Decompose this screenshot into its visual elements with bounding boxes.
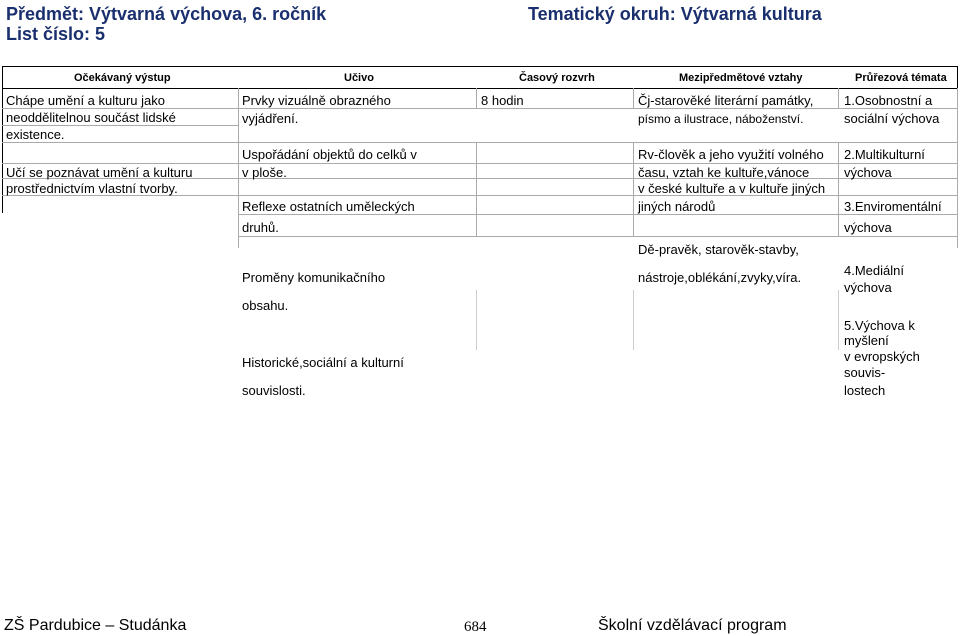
subject-title: Předmět: Výtvarná výchova, 6. ročník	[6, 4, 327, 24]
footer-school: ZŠ Pardubice – Studánka	[4, 617, 187, 634]
relations-line: Dě-pravěk, starověk-stavby,	[638, 242, 799, 257]
footer-program: Školní vzdělávací program	[598, 617, 787, 634]
curriculum-line: obsahu.	[242, 298, 289, 313]
relations-line: Čj-starověké literární památky,	[638, 93, 814, 108]
theme-line: v evropských	[844, 349, 920, 364]
theme-line: výchova	[844, 165, 892, 180]
curriculum-line: Prvky vizuálně obrazného	[242, 93, 391, 108]
col-header-relations: Mezipředmětové vztahy	[679, 72, 803, 84]
curriculum-line: v ploše.	[242, 165, 287, 180]
curriculum-line: Reflexe ostatních uměleckých	[242, 199, 415, 214]
curriculum-line: Uspořádání objektů do celků v	[242, 147, 417, 162]
theme-line: souvis-	[844, 365, 886, 380]
theme-line: výchova	[844, 280, 892, 295]
col-header-themes: Průřezová témata	[855, 72, 947, 84]
outcome-line: existence.	[6, 127, 65, 142]
schedule-value: 8 hodin	[481, 93, 524, 108]
col-header-outcome: Očekávaný výstup	[74, 72, 171, 84]
curriculum-line: souvislosti.	[242, 383, 306, 398]
relations-line: jiných národů	[638, 199, 716, 214]
footer-page-number: 684	[464, 619, 487, 635]
theme-line: sociální výchova	[844, 111, 940, 126]
topic-title: Tematický okruh: Výtvarná kultura	[528, 4, 822, 24]
col-header-schedule: Časový rozvrh	[519, 72, 595, 84]
outcome-line: neoddělitelnou součást lidské	[6, 110, 176, 125]
relations-line: nástroje,oblékání,zvyky,víra.	[638, 270, 802, 285]
theme-line: výchova	[844, 220, 892, 235]
theme-line: myšlení	[844, 333, 889, 348]
sheet-number: List číslo: 5	[6, 24, 106, 44]
col-header-curriculum: Učivo	[344, 72, 374, 84]
curriculum-line: Historické,sociální a kulturní	[242, 355, 404, 370]
curriculum-line: vyjádření.	[242, 111, 299, 126]
relations-line: Rv-člověk a jeho využití volného	[638, 147, 824, 162]
theme-line: 1.Osobnostní a	[844, 93, 933, 108]
curriculum-line: druhů.	[242, 220, 279, 235]
relations-line: času, vztah ke kultuře,vánoce	[638, 165, 810, 180]
theme-line: 2.Multikulturní	[844, 147, 925, 162]
outcome-line: Chápe umění a kulturu jako	[6, 93, 165, 108]
theme-line: 4.Mediální	[844, 263, 904, 278]
theme-line: 3.Enviromentální	[844, 199, 942, 214]
outcome-line: prostřednictvím vlastní tvorby.	[6, 181, 178, 196]
relations-line: v české kultuře a v kultuře jiných	[638, 181, 826, 196]
theme-line: 5.Výchova k	[844, 318, 915, 333]
curriculum-line: Proměny komunikačního	[242, 270, 386, 285]
theme-line: lostech	[844, 383, 886, 398]
relations-line: písmo a ilustrace, náboženství.	[638, 112, 804, 126]
outcome-line: Učí se poznávat umění a kulturu	[6, 165, 193, 180]
